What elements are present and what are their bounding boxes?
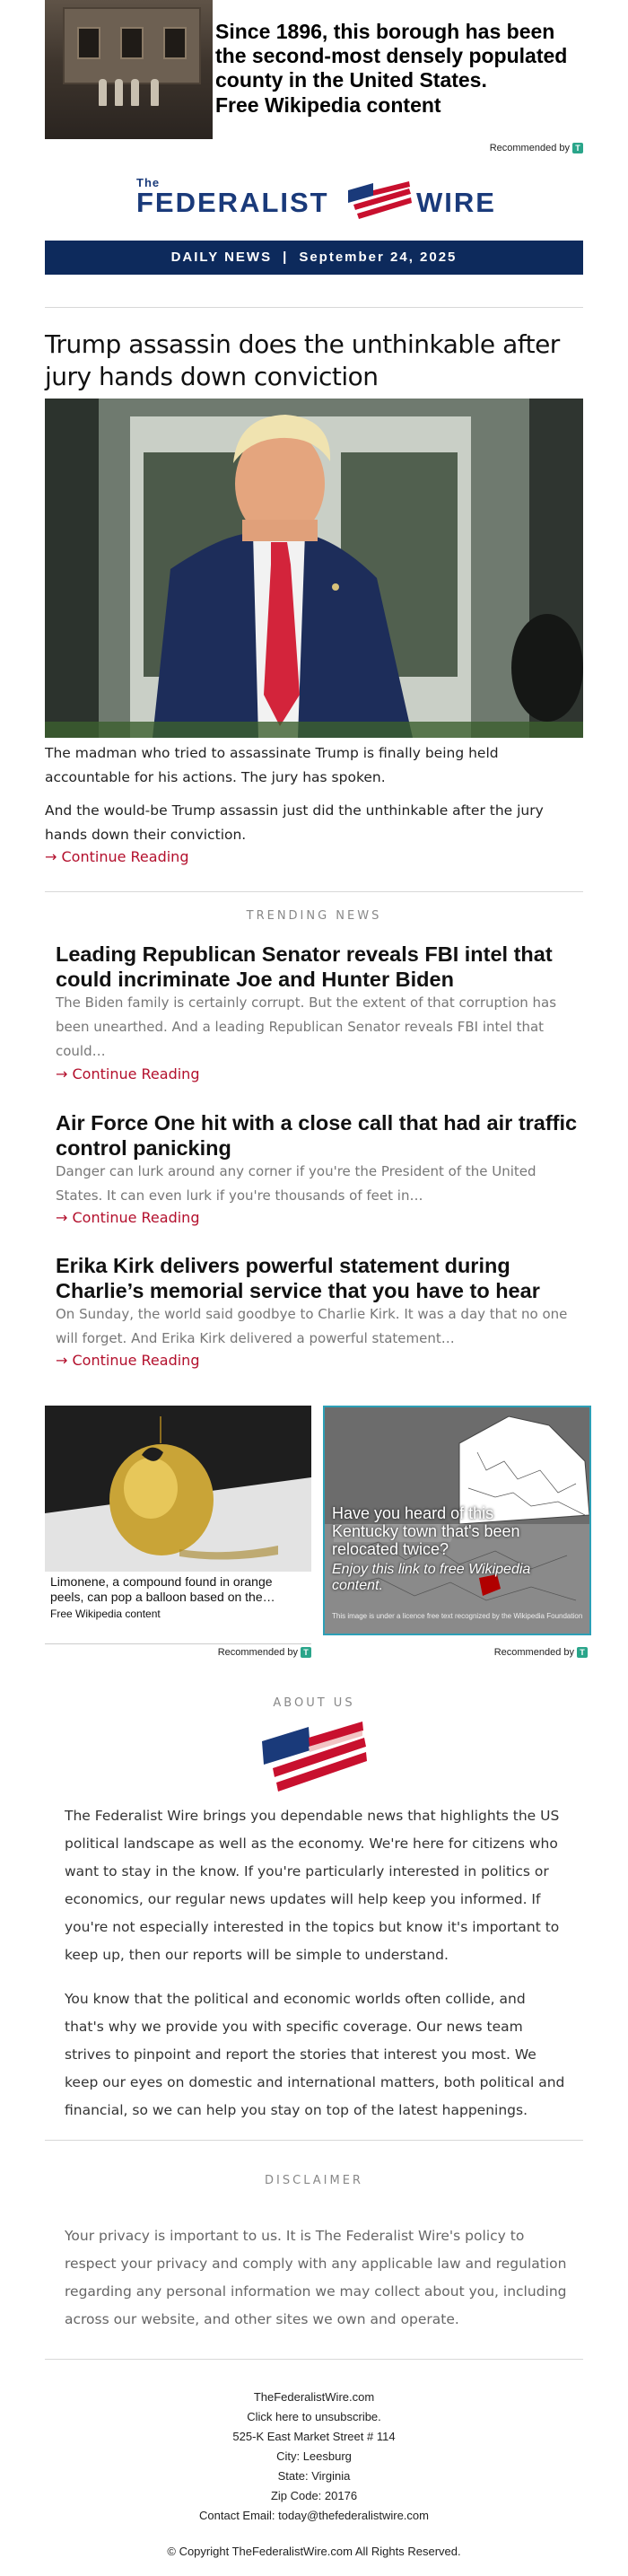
footer-contact-email[interactable]: Contact Email: today@thefederalistwire.com [199, 2509, 429, 2522]
date-separator: | [283, 250, 289, 265]
top-sponsored-ad[interactable] [45, 0, 583, 139]
recommended-by-badge[interactable] [45, 1647, 311, 1658]
unsubscribe-link[interactable]: Click here to unsubscribe. [247, 2410, 381, 2423]
trending-item-3-summary: On Sunday, the world said goodbye to Charlie Kirk. It was a day that no one will forget. And Erika Kirk delivered a powerful statement… [56, 1306, 568, 1346]
logo-wire: WIRE [416, 187, 496, 218]
footer-zip: Zip Code: 20176 [270, 2489, 358, 2502]
daily-news-bar [45, 241, 583, 275]
main-article-image[interactable] [45, 399, 583, 738]
logo-federalist: FEDERALIST [136, 187, 329, 218]
recommended-label: Recommended by [489, 143, 570, 153]
ad-caption[interactable]: Limonene, a compound found in orange peels, can pop a balloon based on the… [50, 1574, 275, 1604]
taboola-logo-icon: T [572, 143, 583, 153]
ad-license-text: This image is under a licence free text recognized by the Wikipedia Foundation [332, 1612, 583, 1620]
ad-headline[interactable]: Since 1896, this borough has been the second-most densely populated county in the United States. [215, 20, 568, 92]
federalist-wire-logo[interactable] [135, 171, 496, 226]
flag-stripes-icon [346, 181, 414, 223]
footer-address: 525-K East Market Street # 114 [232, 2430, 396, 2443]
balloon-image[interactable] [45, 1406, 311, 1572]
trending-item-3-title[interactable]: Erika Kirk delivers powerful statement during Charlie’s memorial service that you have to hear [56, 1254, 540, 1302]
trending-item-1-summary: The Biden family is certainly corrupt. But the extent of that corruption has been unearthed. And a leading Republican Senator reveals FBI intel that could… [56, 994, 557, 1059]
issue-date: September 24, 2025 [299, 250, 458, 265]
sponsored-ad-kentucky[interactable] [323, 1406, 591, 1635]
ad-question[interactable]: Have you heard of this Kentucky town that's been relocated twice? [332, 1504, 520, 1558]
trending-item-1-continue-link[interactable]: → Continue Reading [56, 1065, 200, 1082]
trending-item-2-continue-link[interactable]: → Continue Reading [56, 1209, 200, 1226]
trending-item-3-continue-link[interactable]: → Continue Reading [56, 1352, 200, 1369]
about-us-heading: ABOUT US [273, 1696, 355, 1710]
main-article-paragraph-1: The madman who tried to assassinate Trump is finally being held accountable for his actions. The jury has spoken. [45, 745, 499, 785]
trending-item-2-summary: Danger can lurk around any corner if you're the President of the United States. It can even lurk if you're thousands of feet in… [56, 1163, 536, 1204]
footer-site-link[interactable]: TheFederalistWire.com [253, 2390, 375, 2404]
ad-thumbnail-image[interactable] [45, 0, 213, 139]
recommended-by-badge[interactable] [323, 1647, 588, 1658]
trending-item-2-title[interactable]: Air Force One hit with a close call that had air traffic control panicking [56, 1111, 578, 1160]
taboola-logo-icon: T [301, 1647, 311, 1658]
recommended-label: Recommended by [493, 1647, 574, 1658]
recommended-label: Recommended by [217, 1647, 298, 1658]
sponsored-ad-limonene[interactable] [45, 1406, 311, 1644]
about-paragraph-1: The Federalist Wire brings you dependable news that highlights the US political landscape as well as the economy. We're here for citizens who want to stay in the know. If you're particularly interested in politics or economics, our regular news updates will help keep you informed. If you're not especially interested in the topics but know it's important to keep up, then our reports will be simple to understand. [65, 1808, 560, 1963]
daily-news-label: DAILY NEWS [170, 250, 273, 265]
main-article-title[interactable]: Trump assassin does the unthinkable after jury hands down conviction [45, 329, 560, 391]
footer-city: City: Leesburg [276, 2449, 352, 2463]
disclaimer-heading: DISCLAIMER [265, 2174, 363, 2187]
taboola-logo-icon: T [577, 1647, 588, 1658]
ad-source[interactable]: Free Wikipedia content [50, 1608, 161, 1620]
about-paragraph-2: You know that the political and economic worlds often collide, and that's why we provide you with specific coverage. Our news team strives to pinpoint and report the stories that interest you most. We keep our eyes on domestic and international matters, both political and financial, so we can help you stay on top of the latest happenings. [65, 1991, 565, 2118]
footer-copyright: © Copyright TheFederalistWire.com All Rights Reserved. [167, 2545, 461, 2558]
trending-news-heading: TRENDING NEWS [246, 909, 382, 923]
flag-stripes-icon [258, 1722, 370, 1792]
main-continue-reading-link[interactable]: → Continue Reading [45, 848, 189, 865]
main-article-paragraph-2: And the would-be Trump assassin just did the unthinkable after the jury hands down their conviction. [45, 802, 544, 843]
logo-the: The [136, 176, 161, 189]
footer [45, 2388, 583, 2562]
footer-state: State: Virginia [277, 2469, 351, 2483]
ad-source[interactable]: Free Wikipedia content [215, 93, 441, 117]
divider [45, 2140, 583, 2141]
trending-item-1-title[interactable]: Leading Republican Senator reveals FBI intel that could incriminate Joe and Hunter Biden [56, 942, 553, 991]
recommended-by-badge[interactable] [490, 143, 583, 153]
disclaimer-text: Your privacy is important to us. It is The Federalist Wire's policy to respect your privacy and comply with any applicable law and regulation regarding any personal information we may collect about you, including across our website, and other sites we own and operate. [65, 2228, 567, 2327]
divider [45, 2359, 583, 2360]
ad-link-text[interactable]: Enjoy this link to free Wikipedia content. [332, 1562, 531, 1593]
divider [45, 891, 583, 892]
divider [45, 307, 583, 308]
